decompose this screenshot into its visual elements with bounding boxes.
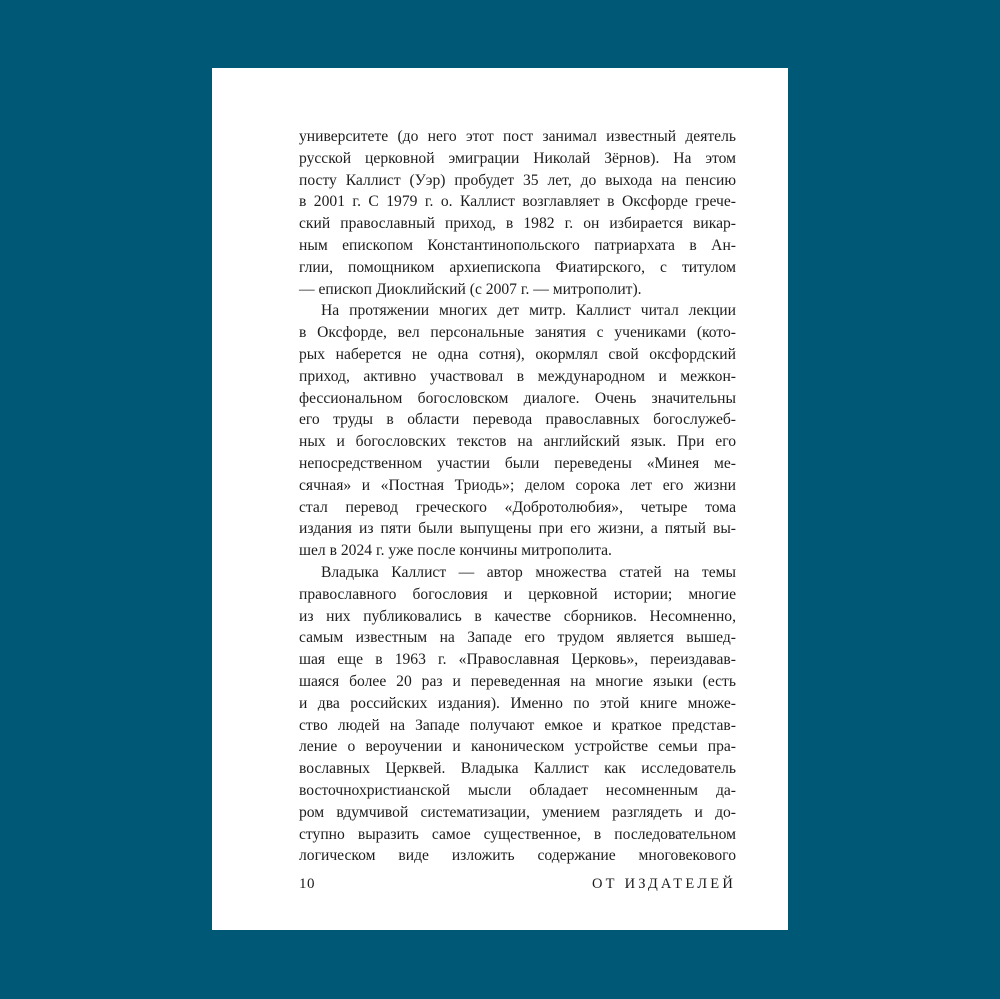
text-line: вославных Церквей. Владыка Каллист как исследователь <box>299 760 736 778</box>
text-line: университете (до него этот пост занимал известный деятель <box>299 128 736 145</box>
body-text <box>299 126 736 867</box>
text-line: из них публиковались в качестве сборников. Несомненно, <box>299 607 736 625</box>
text-line: шая еще в 1963 г. «Православная Церковь», переиздавав- <box>299 651 736 669</box>
paragraph-1 <box>299 126 736 300</box>
text-line: шаяся более 20 раз и переведенная на многие языки (есть <box>299 672 736 690</box>
text-line: православного богословия и церковной истории; многие <box>299 585 736 603</box>
text-line: стал перевод греческого «Добротолюбия», четыре тома <box>299 498 736 516</box>
paragraph-2 <box>299 300 736 562</box>
text-line: — епископ Диоклийский (с 2007 г. — митрополит). <box>299 280 642 298</box>
text-line: глии, помощником архиепископа Фиатирского, с титулом <box>299 258 736 276</box>
text-line: ром вдумчивой систематизации, умением разглядеть и до- <box>299 803 736 821</box>
text-line: издания из пяти были выпущены при его жизни, а пятый вы- <box>299 520 736 538</box>
text-line: посту Каллист (Уэр) пробудет 35 лет, до выхода на пенсию <box>299 171 736 189</box>
page-footer <box>299 876 736 896</box>
text-line: На протяжении многих дет митр. Каллист читал лекции <box>321 302 736 320</box>
text-line: ных и богословских текстов на английский язык. При его <box>299 433 736 451</box>
book-page <box>212 68 788 930</box>
text-line: логическом виде изложить содержание многовекового <box>299 847 736 865</box>
text-line: непосредственном участии были переведены «Минея ме- <box>299 454 736 472</box>
text-line: его труды в области перевода православных богослужеб- <box>299 411 736 429</box>
text-line: сячная» и «Постная Триодь»; делом сорока лет его жизни <box>299 476 736 494</box>
text-line: ский православный приход, в 1982 г. он избирается викар- <box>299 215 736 233</box>
text-line: ление о вероучении и каноническом устройстве семьи пра- <box>299 738 736 756</box>
text-line: ство людей на Западе получают емкое и краткое представ- <box>299 716 736 734</box>
text-line: в 2001 г. С 1979 г. о. Каллист возглавляет в Оксфорде грече- <box>299 193 736 211</box>
text-line: русской церковной эмиграции Николай Зёрнов). На этом <box>299 149 736 167</box>
text-line: приход, активно участвовал в международном и межкон- <box>299 367 736 385</box>
text-line: ступно выразить самое существенное, в последовательном <box>299 825 736 843</box>
text-line: и два российских издания). Именно по этой книге множе- <box>299 694 736 712</box>
text-line: самым известным на Западе его трудом является вышед- <box>299 629 736 647</box>
paragraph-3 <box>299 562 736 867</box>
text-line: в Оксфорде, вел персональные занятия с учениками (кото- <box>299 324 736 342</box>
text-line: Владыка Каллист — автор множества статей на темы <box>321 563 736 581</box>
page-number: 10 <box>299 876 315 892</box>
text-line: рых наберется не одна сотня), окормлял свой оксфордский <box>299 345 736 363</box>
text-line: восточнохристианской мысли обладает несомненным да- <box>299 781 736 799</box>
text-line: фессиональном богословском диалоге. Очень значительны <box>299 389 736 407</box>
running-head: ОТ ИЗДАТЕЛЕЙ <box>592 876 736 892</box>
text-line: шел в 2024 г. уже после кончины митрополита. <box>299 542 612 560</box>
text-line: ным епископом Константинопольского патриархата в Ан- <box>299 236 736 254</box>
